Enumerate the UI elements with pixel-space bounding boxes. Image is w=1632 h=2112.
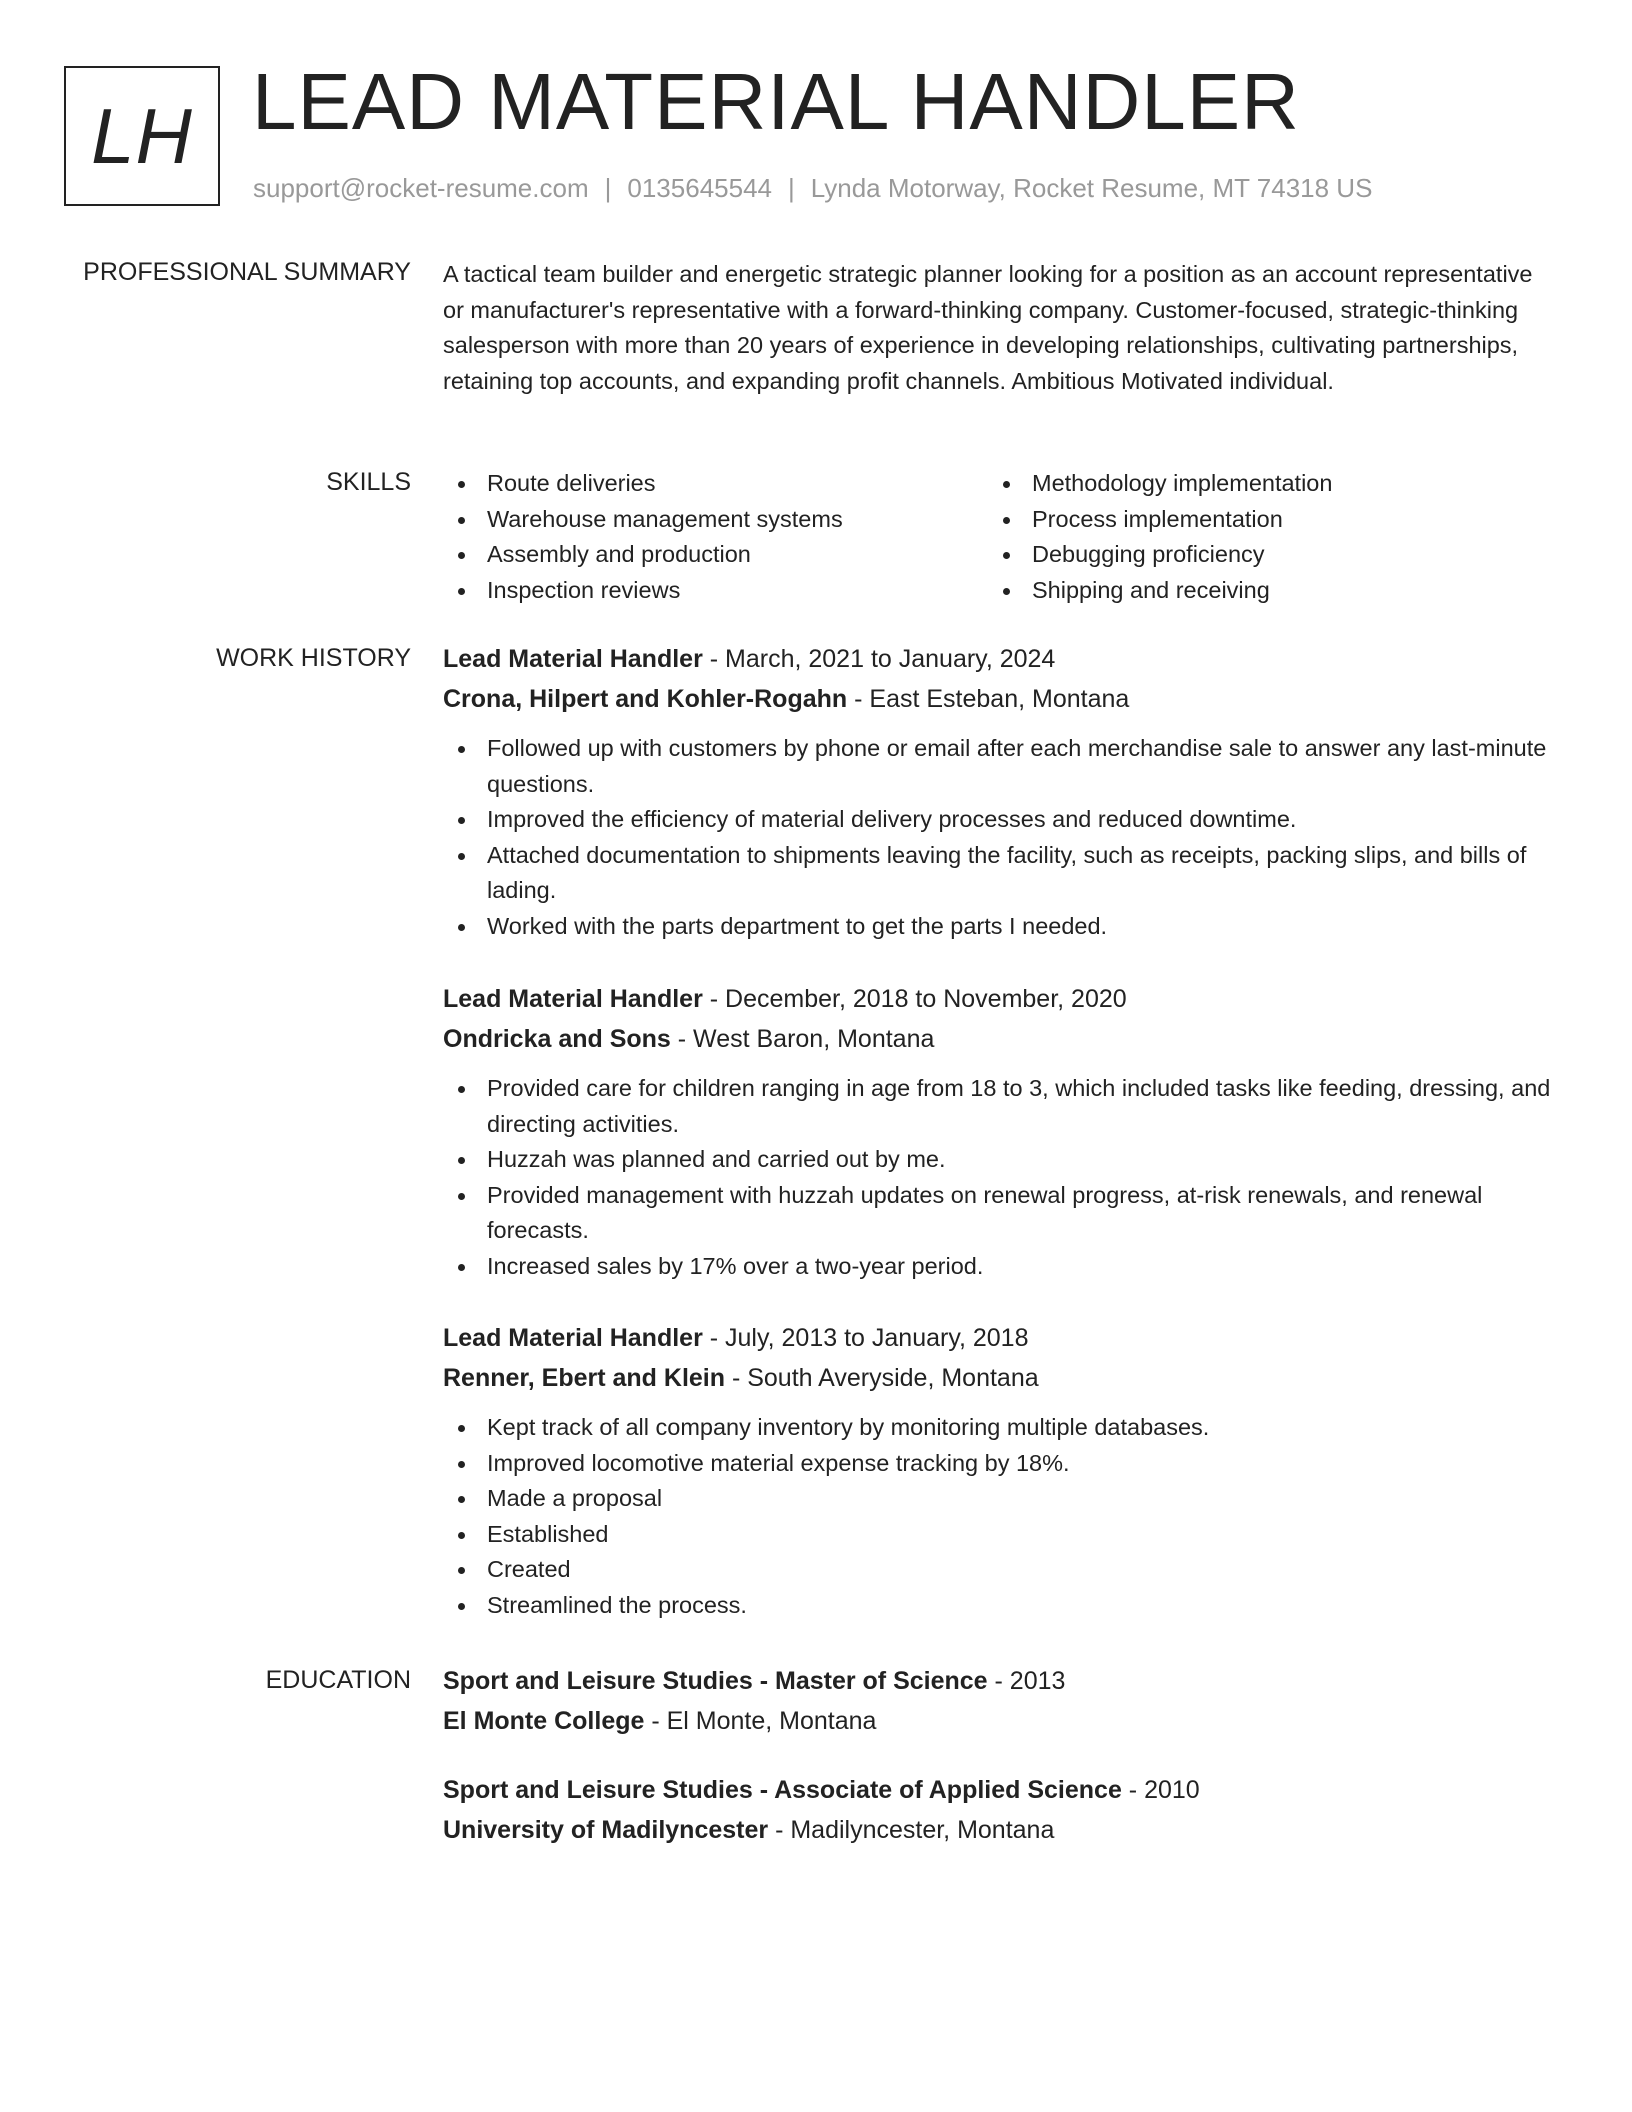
work-history-heading: WORK HISTORY [216, 644, 411, 672]
skills-section [443, 466, 1553, 608]
job-bullet: Increased sales by 17% over a two-year period. [443, 1249, 1553, 1285]
contact-address: Lynda Motorway, Rocket Resume, MT 74318 US [810, 173, 1373, 203]
education-location: - El Monte, Montana [644, 1707, 877, 1735]
job-bullet: Streamlined the process. [443, 1588, 1553, 1624]
education-location: - Madilyncester, Montana [768, 1816, 1055, 1844]
skill-item: Inspection reviews [443, 573, 988, 609]
job-bullet: Worked with the parts department to get the parts I needed. [443, 909, 1553, 945]
skill-item: Assembly and production [443, 537, 988, 573]
education-school: University of Madilyncester [443, 1816, 769, 1844]
job-bullet: Provided care for children ranging in age from 18 to 3, which included tasks like feeding, dressing, and directing activities. [443, 1071, 1553, 1142]
education-year: - 2013 [987, 1667, 1066, 1695]
job-title: Lead Material Handler [443, 985, 703, 1013]
job-company-line [443, 1358, 1553, 1398]
job-bullet: Provided management with huzzah updates on renewal progress, at-risk renewals, and renewal forecasts. [443, 1178, 1553, 1249]
job-bullet: Created [443, 1552, 1553, 1588]
job-company: Renner, Ebert and Klein [443, 1364, 726, 1392]
skill-item: Warehouse management systems [443, 502, 988, 538]
job-company: Crona, Hilpert and Kohler-Rogahn [443, 685, 848, 713]
job-location: - South Averyside, Montana [725, 1364, 1039, 1392]
summary-text: A tactical team builder and energetic strategic planner looking for a position as an account representative or manufacturer's representative with a forward-thinking company. Customer-focused, strategic-thinking salesperson with more than 20 years of experience in developing relationships, cultivating partnerships, retaining top accounts, and expanding profit channels. Ambitious Motivated individual. [443, 261, 1533, 394]
education-degree: Sport and Leisure Studies - Associate of Applied Science [443, 1776, 1122, 1804]
job-entry [443, 639, 1553, 944]
job-dates: - July, 2013 to January, 2018 [702, 1324, 1029, 1352]
skill-item: Shipping and receiving [988, 573, 1533, 609]
skills-list-right [988, 466, 1533, 608]
job-location: - West Baron, Montana [670, 1025, 935, 1053]
job-bullet: Followed up with customers by phone or email after each merchandise sale to answer any last-minute questions. [443, 731, 1553, 802]
contact-email[interactable]: support@rocket-resume.com [253, 173, 589, 203]
skills-heading: SKILLS [326, 468, 411, 496]
job-bullet: Huzzah was planned and carried out by me. [443, 1142, 1553, 1178]
education-school: El Monte College [443, 1707, 645, 1735]
job-location: - East Esteban, Montana [847, 685, 1130, 713]
job-title-line [443, 639, 1553, 679]
skill-item: Debugging proficiency [988, 537, 1533, 573]
education-degree: Sport and Leisure Studies - Master of Science [443, 1667, 988, 1695]
job-entry [443, 1318, 1553, 1623]
job-bullet: Attached documentation to shipments leaving the facility, such as receipts, packing slips, and bills of lading. [443, 838, 1553, 909]
job-bullet: Improved the efficiency of material delivery processes and reduced downtime. [443, 802, 1553, 838]
job-bullet: Kept track of all company inventory by monitoring multiple databases. [443, 1410, 1553, 1446]
job-bullet: Established [443, 1517, 1553, 1553]
job-title-line [443, 1318, 1553, 1358]
job-bullet: Improved locomotive material expense tracking by 18%. [443, 1446, 1553, 1482]
contact-separator: | [788, 173, 795, 203]
contact-separator: | [604, 173, 612, 203]
education-degree-line [443, 1661, 1553, 1701]
summary-section [443, 257, 1553, 399]
job-entry [443, 979, 1553, 1284]
job-title: Lead Material Handler [443, 1324, 703, 1352]
education-heading: EDUCATION [265, 1666, 411, 1694]
monogram-logo: LH [64, 66, 220, 206]
job-dates: - March, 2021 to January, 2024 [702, 645, 1056, 673]
skill-item: Process implementation [988, 502, 1533, 538]
job-bullets [443, 1410, 1553, 1623]
skill-item: Methodology implementation [988, 466, 1533, 502]
education-school-line [443, 1701, 1553, 1741]
education-school-line [443, 1810, 1553, 1850]
job-title: Lead Material Handler [443, 645, 703, 673]
resume-name: LEAD MATERIAL HANDLER [252, 57, 1300, 146]
job-title-line [443, 979, 1553, 1019]
summary-heading: PROFESSIONAL SUMMARY [83, 258, 411, 286]
skill-item: Route deliveries [443, 466, 988, 502]
job-dates: - December, 2018 to November, 2020 [702, 985, 1127, 1013]
job-company: Ondricka and Sons [443, 1025, 671, 1053]
job-bullet: Made a proposal [443, 1481, 1553, 1517]
job-bullets [443, 731, 1553, 944]
education-year: - 2010 [1121, 1776, 1200, 1804]
education-degree-line [443, 1770, 1553, 1810]
job-company-line [443, 1019, 1553, 1059]
education-entry [443, 1770, 1553, 1850]
education-entry [443, 1661, 1553, 1741]
contact-phone[interactable]: 0135645544 [627, 173, 772, 203]
job-bullets [443, 1071, 1553, 1284]
job-company-line [443, 679, 1553, 719]
skills-list-left [443, 466, 988, 608]
contact-line [253, 172, 1372, 204]
